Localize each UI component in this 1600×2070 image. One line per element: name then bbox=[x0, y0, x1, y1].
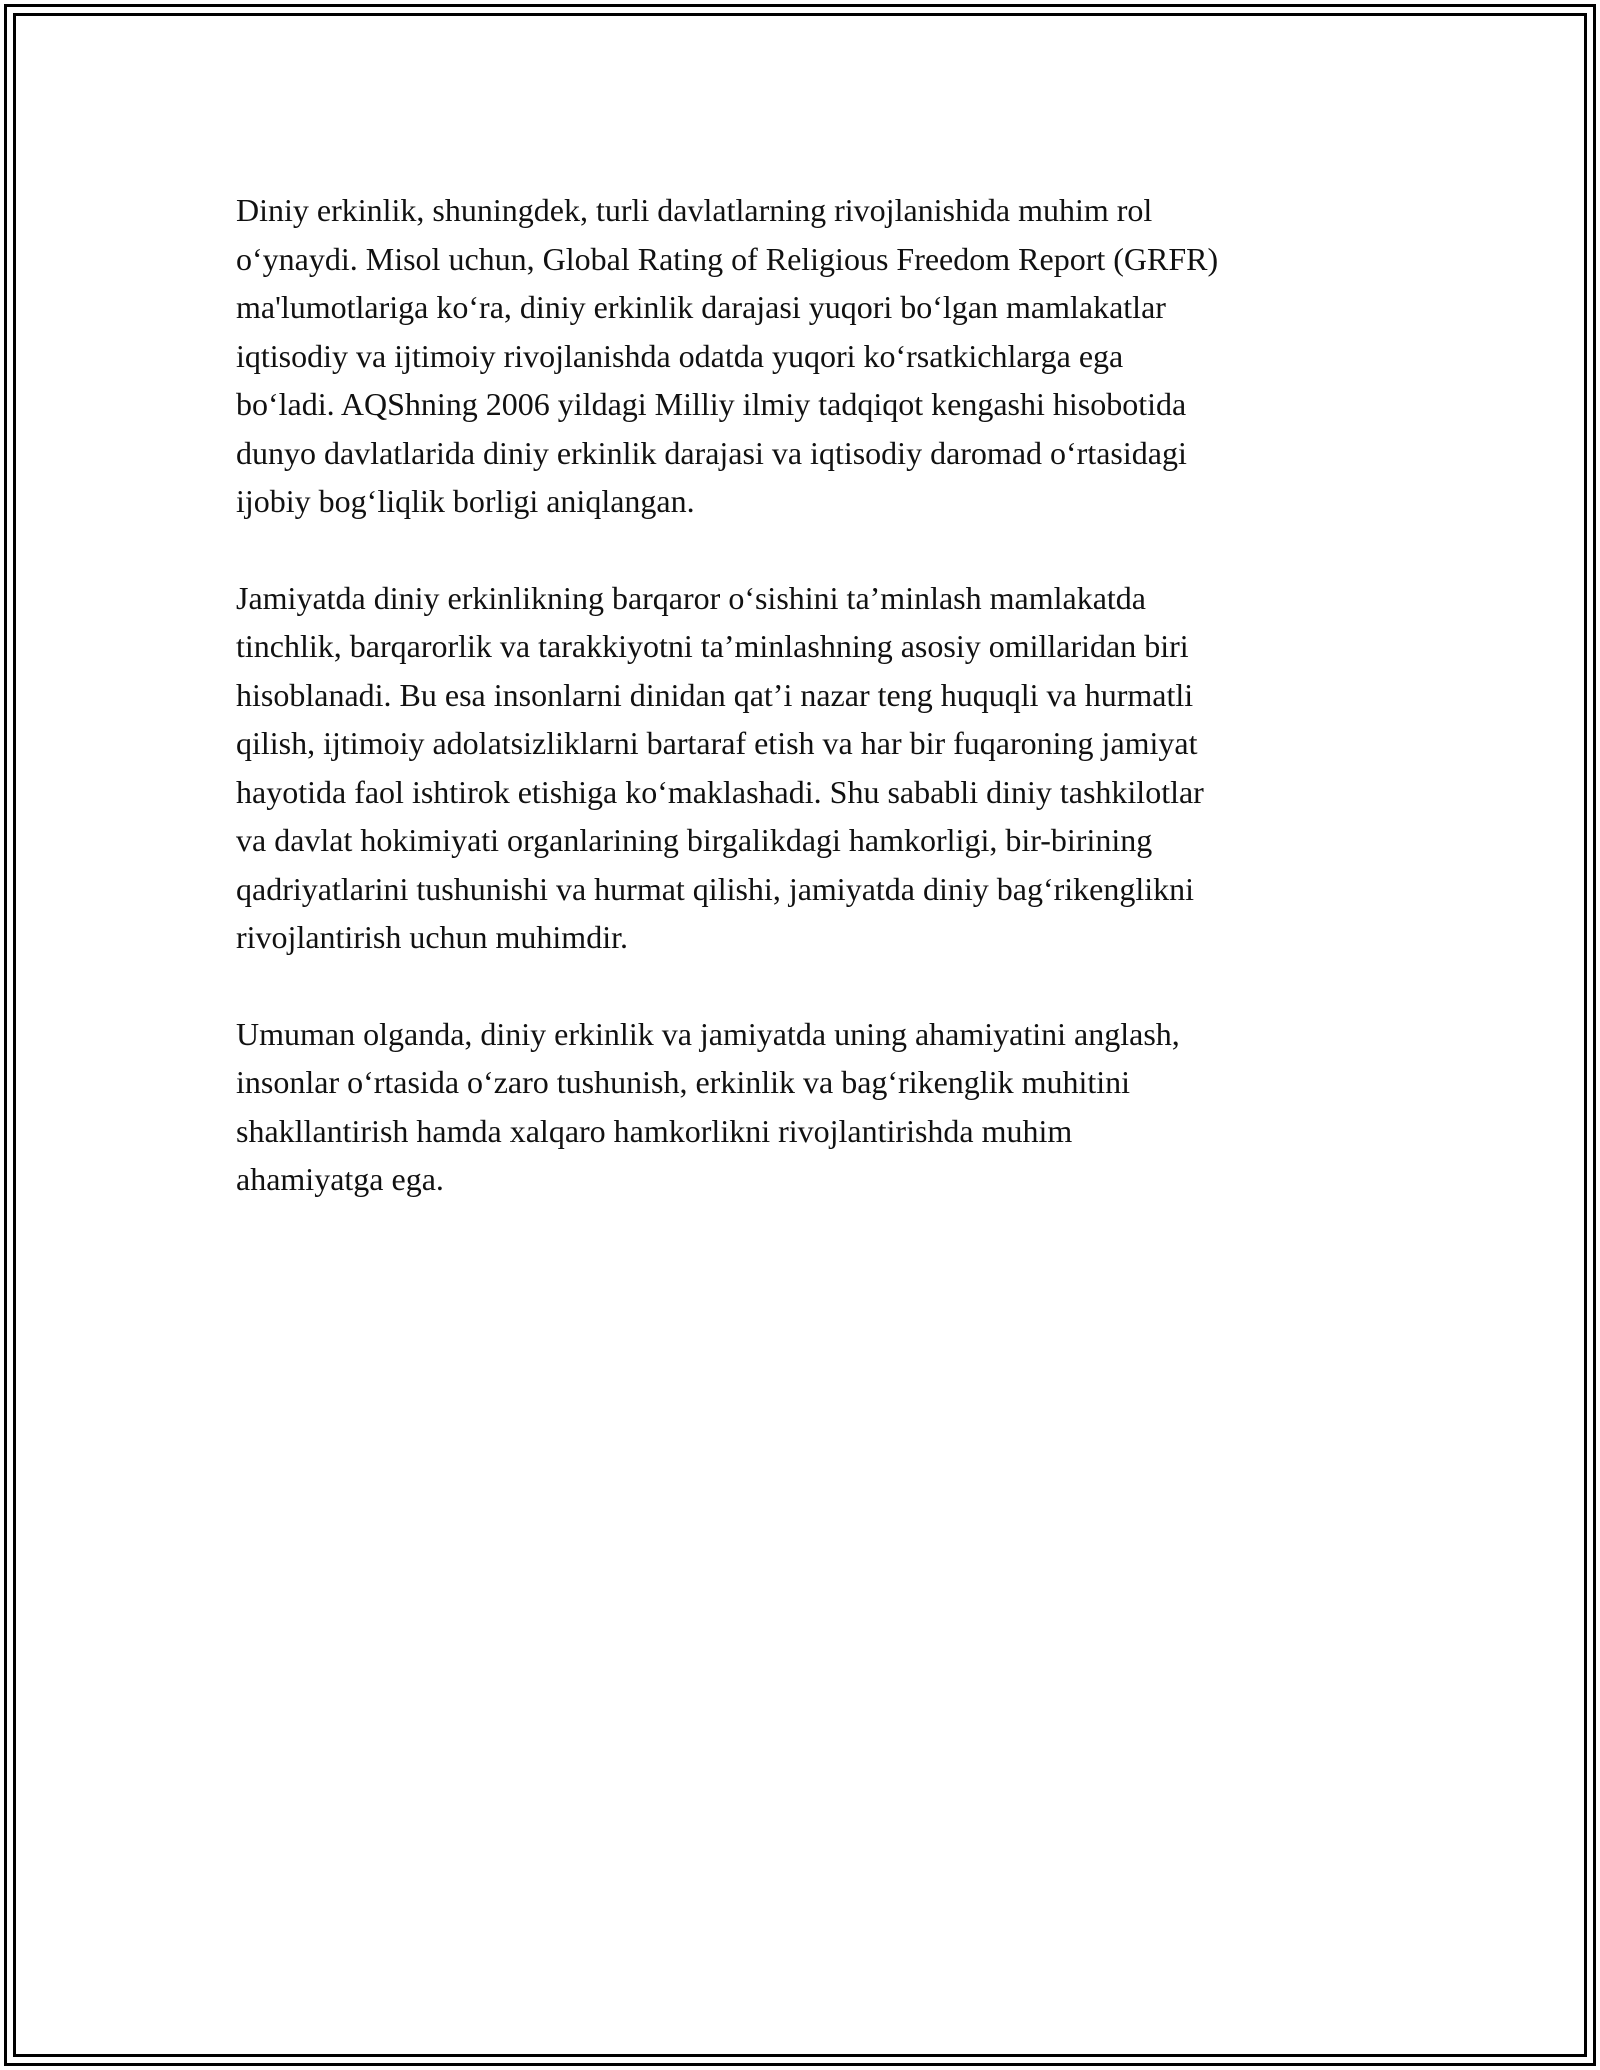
text-line: shakllantirish hamda xalqaro hamkorlikni rivojlantirishda muhim bbox=[236, 1112, 1073, 1149]
text-line: dunyo davlatlarida diniy erkinlik darajasi va iqtisodiy daromad o‘rtasidagi bbox=[236, 434, 1187, 471]
text-line: ijobiy bog‘liqlik borligi aniqlangan. bbox=[236, 483, 695, 519]
text-line: Umuman olganda, diniy erkinlik va jamiyatda uning ahamiyatini anglash, bbox=[236, 1015, 1180, 1052]
paragraph-2 bbox=[236, 574, 1386, 962]
text-line: qadriyatlarini tushunishi va hurmat qilishi, jamiyatda diniy bag‘rikenglikni bbox=[236, 870, 1195, 907]
text-line: hisoblanadi. Bu esa insonlarni dinidan qat’i nazar teng huquqli va hurmatli bbox=[236, 676, 1194, 713]
text-line: rivojlantirish uchun muhimdir. bbox=[236, 919, 628, 955]
text-line: va davlat hokimiyati organlarining birgalikdagi hamkorligi, bir-birining bbox=[236, 822, 1153, 858]
text-line: Jamiyatda diniy erkinlikning barqaror o‘sishini ta’minlash mamlakatda bbox=[236, 579, 1146, 616]
text-line: o‘ynaydi. Misol uchun, Global Rating of Religious Freedom Report (GRFR) bbox=[236, 240, 1219, 277]
document-body bbox=[236, 186, 1386, 1252]
text-line: insonlar o‘rtasida o‘zaro tushunish, erkinlik va bag‘rikenglik muhitini bbox=[236, 1064, 1131, 1100]
text-line: ahamiyatga ega. bbox=[236, 1161, 444, 1197]
text-line: ma'lumotlariga ko‘ra, diniy erkinlik darajasi yuqori bo‘lgan mamlakatlar bbox=[236, 289, 1166, 325]
paragraph-1 bbox=[236, 186, 1386, 526]
text-line: Diniy erkinlik, shuningdek, turli davlatlarning rivojlanishida muhim rol bbox=[236, 192, 1153, 228]
text-line: iqtisodiy va ijtimoiy rivojlanishda odatda yuqori ko‘rsatkichlarga ega bbox=[236, 337, 1124, 374]
text-line: hayotida faol ishtirok etishiga ko‘maklashadi. Shu sababli diniy tashkilotlar bbox=[236, 773, 1204, 810]
paragraph-3 bbox=[236, 1010, 1386, 1204]
text-line: tinchlik, barqarorlik va tarakkiyotni ta’minlashning asosiy omillaridan biri bbox=[236, 628, 1189, 664]
text-line: qilish, ijtimoiy adolatsizliklarni bartaraf etish va har bir fuqaroning jamiyat bbox=[236, 725, 1198, 761]
text-line: bo‘ladi. AQShning 2006 yildagi Milliy ilmiy tadqiqot kengashi hisobotida bbox=[236, 386, 1187, 422]
